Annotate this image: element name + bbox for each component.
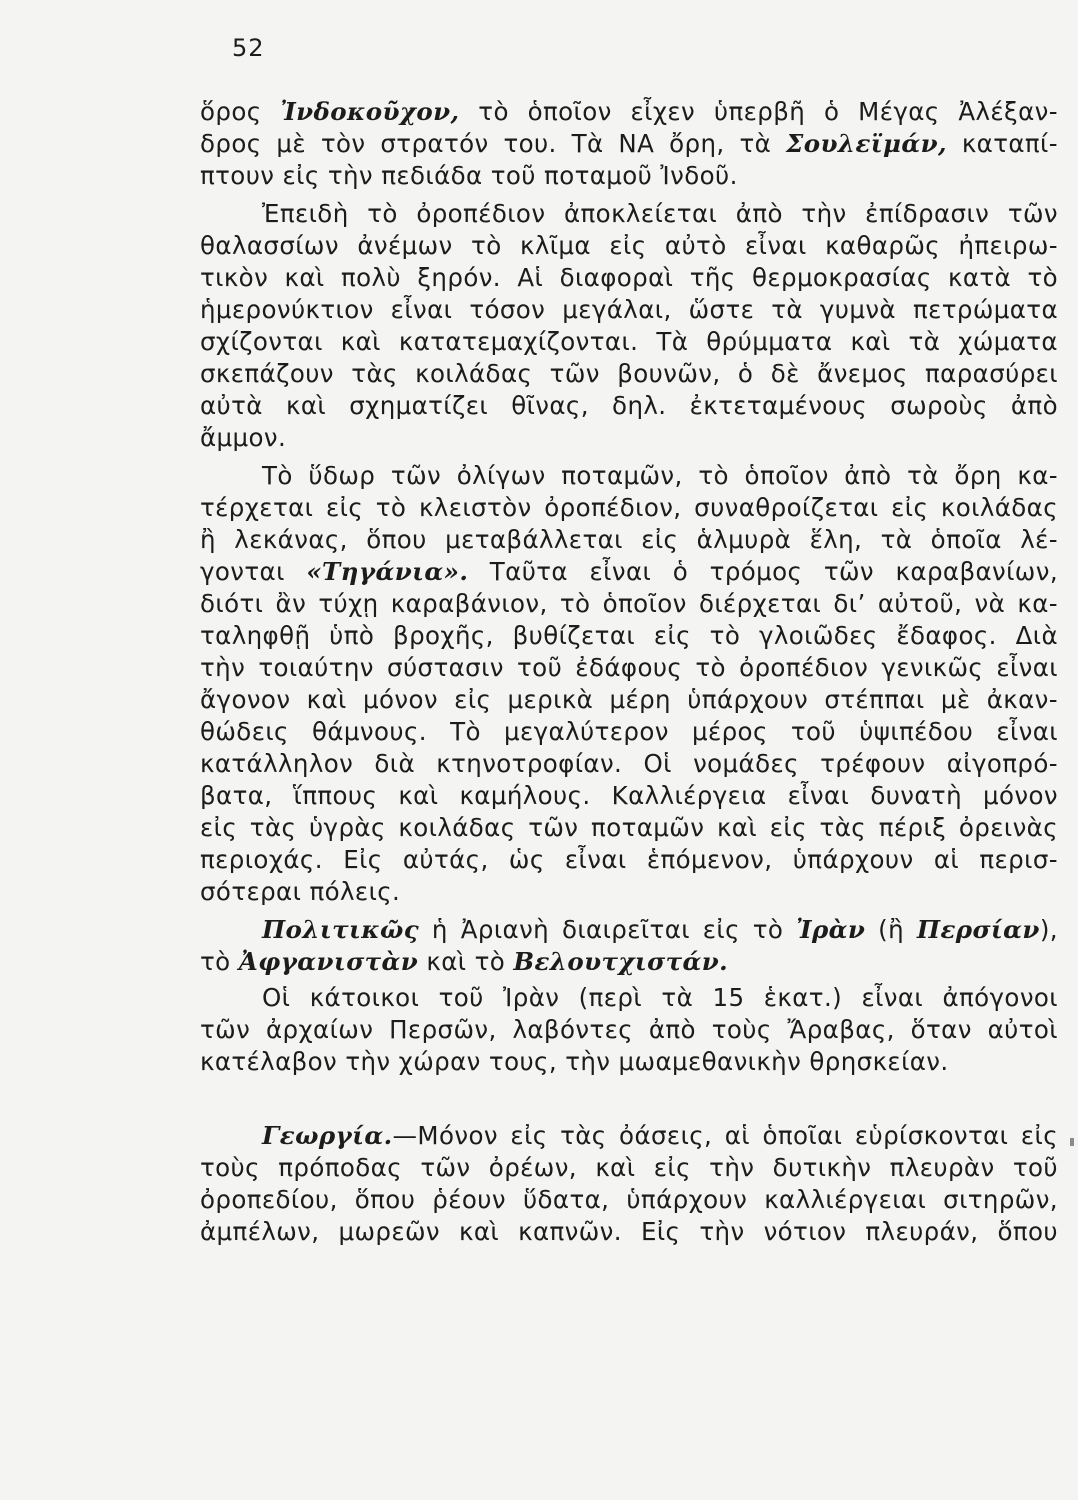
- text-line: [200, 1014, 1058, 1046]
- text-line: [200, 128, 1058, 160]
- text-segment: βατα, ἵππους καὶ καμήλους. Καλλιέργεια εἶναι δυνατὴ μόνον: [200, 781, 1058, 810]
- text-line: [262, 460, 1058, 492]
- text-segment: ἡ Ἀριανὴ διαιρεῖται εἰς τὸ: [419, 915, 797, 944]
- text-segment: ἄγονον καὶ μόνον εἰς μερικὰ μέρη ὑπάρχουν στέππαι μὲ ἀκαν-: [200, 685, 1058, 714]
- emphasized-term: «Τηγάνια».: [306, 557, 469, 586]
- text-segment: ἡμερονύκτιον εἶναι τόσον μεγάλαι, ὥστε τὰ γυμνὰ πετρώματα: [200, 295, 1058, 324]
- text-segment: κατάλληλον διὰ κτηνοτροφίαν. Οἱ νομάδες τρέφουν αἰγοπρό-: [200, 749, 1058, 778]
- text-line: [200, 812, 1058, 844]
- text-line: [200, 524, 1058, 556]
- text-segment: Οἱ κάτοικοι τοῦ Ἰρὰν (περὶ τὰ 15 ἑκατ.) εἶναι ἀπόγονοι: [262, 983, 1058, 1012]
- text-segment: αὐτὰ καὶ σχηματίζει θῖνας, δηλ. ἐκτεταμένους σωροὺς ἀπὸ: [200, 391, 1058, 420]
- text-segment: ἄμμον.: [200, 423, 287, 452]
- page-number: 52: [232, 34, 265, 62]
- text-segment: διότι ἂν τύχῃ καραβάνιον, τὸ ὁποῖον διέρχεται δι’ αὐτοῦ, νὰ κα-: [200, 589, 1058, 618]
- text-segment: ),: [1039, 915, 1058, 944]
- text-line: [200, 1216, 1058, 1248]
- text-segment: ὀροπεδίου, ὅπου ῥέουν ὕδατα, ὑπάρχουν καλλιέργειαι σιτηρῶν,: [200, 1185, 1058, 1214]
- text-line: [200, 780, 1058, 812]
- emphasized-term: Σουλεϊμάν,: [786, 129, 947, 158]
- text-segment: σχίζονται καὶ κατατεμαχίζονται. Τὰ θρύμματα καὶ τὰ χώματα: [200, 327, 1058, 356]
- text-segment: (ἢ: [865, 915, 917, 944]
- text-segment: Ἐπειδὴ τὸ ὀροπέδιον ἀποκλείεται ἀπὸ τὴν ἐπίδρασιν τῶν: [262, 199, 1058, 228]
- text-line: [200, 748, 1058, 780]
- page-edge-mark: [1070, 1138, 1074, 1146]
- text-line: [200, 1152, 1058, 1184]
- text-line: [200, 390, 1058, 422]
- text-line: [200, 160, 1058, 192]
- text-segment: σκεπάζουν τὰς κοιλάδας τῶν βουνῶν, ὁ δὲ ἄνεμος παρασύρει: [200, 359, 1058, 388]
- text-segment: περιοχάς. Εἰς αὐτάς, ὡς εἶναι ἑπόμενον, ὑπάρχουν αἱ περισ-: [200, 845, 1058, 874]
- text-segment: Τὸ ὕδωρ τῶν ὀλίγων ποταμῶν, τὸ ὁποῖον ἀπὸ τὰ ὄρη κα-: [262, 461, 1058, 490]
- text-line: [262, 982, 1058, 1014]
- text-line: [262, 914, 1058, 946]
- text-line: [200, 588, 1058, 620]
- emphasized-term: Ἰνδοκοῦχον,: [280, 97, 460, 126]
- text-segment: τικὸν καὶ πολὺ ξηρόν. Αἱ διαφοραὶ τῆς θερμοκρασίας κατὰ τὸ: [200, 263, 1058, 292]
- text-segment: —Μόνον εἰς τὰς ὀάσεις, αἱ ὁποῖαι εὑρίσκονται εἰς: [392, 1121, 1058, 1150]
- text-segment: τὸ ὁποῖον εἶχεν ὑπερβῆ ὁ Μέγας Ἀλέξαν-: [459, 97, 1058, 126]
- text-line: [200, 1046, 1058, 1078]
- text-line: [200, 876, 1058, 908]
- text-line: [200, 262, 1058, 294]
- text-segment: σότεραι πόλεις.: [200, 877, 401, 906]
- text-segment: πτουν εἰς τὴν πεδιάδα τοῦ ποταμοῦ Ἰνδοῦ.: [200, 161, 738, 190]
- text-line: [200, 946, 1058, 978]
- text-line: [262, 1120, 1058, 1152]
- text-line: [262, 198, 1058, 230]
- text-segment: γονται: [200, 557, 307, 586]
- text-segment: ἢ λεκάνας, ὅπου μεταβάλλεται εἰς ἁλμυρὰ ἕλη, τὰ ὁποῖα λέ-: [200, 525, 1058, 554]
- emphasized-term: Βελουτχιστάν.: [513, 947, 729, 976]
- text-segment: καταπί-: [946, 129, 1058, 158]
- text-line: [200, 422, 1058, 454]
- text-segment: δρος μὲ τὸν στρατόν του. Τὰ ΝΑ ὄρη, τὰ: [200, 129, 787, 158]
- text-line: [200, 652, 1058, 684]
- emphasized-term: Πολιτικῶς: [262, 915, 420, 944]
- text-line: [200, 716, 1058, 748]
- text-line: [200, 358, 1058, 390]
- text-line: [200, 844, 1058, 876]
- text-segment: τέρχεται εἰς τὸ κλειστὸν ὀροπέδιον, συναθροίζεται εἰς κοιλάδας: [200, 493, 1058, 522]
- text-line: [200, 684, 1058, 716]
- emphasized-term: Περσίαν: [916, 915, 1040, 944]
- text-line: [200, 556, 1058, 588]
- text-segment: Ταῦτα εἶναι ὁ τρόμος τῶν καραβανίων,: [468, 557, 1059, 586]
- text-segment: καὶ τὸ: [418, 947, 514, 976]
- text-segment: θώδεις θάμνους. Τὸ μεγαλύτερον μέρος τοῦ ὑψιπέδου εἶναι: [200, 717, 1058, 746]
- text-segment: ταληφθῇ ὑπὸ βροχῆς, βυθίζεται εἰς τὸ γλοιῶδες ἔδαφος. Διὰ: [200, 621, 1058, 650]
- text-line: [200, 1184, 1058, 1216]
- emphasized-term: Γεωργία.: [262, 1121, 393, 1150]
- text-line: [200, 492, 1058, 524]
- text-line: [200, 294, 1058, 326]
- text-line: [200, 620, 1058, 652]
- text-segment: τὴν τοιαύτην σύστασιν τοῦ ἐδάφους τὸ ὀροπέδιον γενικῶς εἶναι: [200, 653, 1058, 682]
- text-segment: εἰς τὰς ὑγρὰς κοιλάδας τῶν ποταμῶν καὶ εἰς τὰς πέριξ ὀρεινὰς: [200, 813, 1058, 842]
- text-segment: κατέλαβον τὴν χώραν τους, τὴν μωαμεθανικὴν θρησκείαν.: [200, 1047, 949, 1076]
- text-segment: θαλασσίων ἀνέμων τὸ κλῖμα εἰς αὐτὸ εἶναι καθαρῶς ἠπειρω-: [200, 231, 1058, 260]
- emphasized-term: Ἀφγανιστὰν: [238, 947, 419, 976]
- text-segment: τοὺς πρόποδας τῶν ὀρέων, καὶ εἰς τὴν δυτικὴν πλευρὰν τοῦ: [200, 1153, 1058, 1182]
- text-segment: ἀμπέλων, μωρεῶν καὶ καπνῶν. Εἰς τὴν νότιον πλευράν, ὅπου: [200, 1217, 1058, 1246]
- text-line: [200, 326, 1058, 358]
- text-segment: τῶν ἀρχαίων Περσῶν, λαβόντες ἀπὸ τοὺς Ἄραβας, ὅταν αὐτοὶ: [200, 1015, 1058, 1044]
- emphasized-term: Ἰρὰν: [796, 915, 866, 944]
- text-segment: τὸ: [200, 947, 239, 976]
- text-line: [200, 230, 1058, 262]
- text-line: [200, 96, 1058, 128]
- text-segment: ὅρος: [200, 97, 281, 126]
